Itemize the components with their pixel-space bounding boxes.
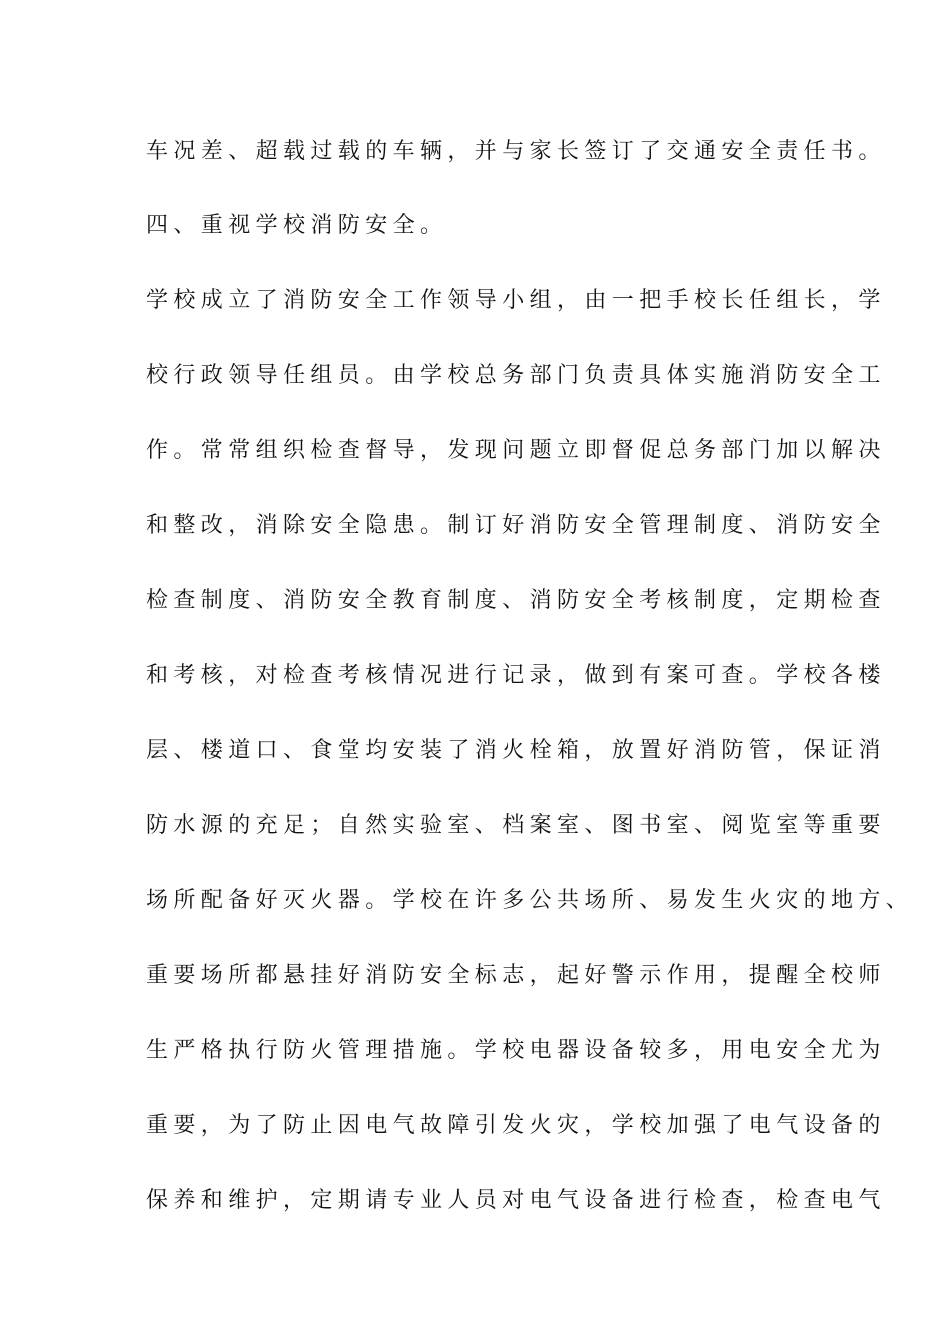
text-line-3: 学校成立了消防安全工作领导小组，由一把手校长任组长，学 [146, 288, 886, 313]
text-line-8: 和考核，对检查考核情况进行记录，做到有案可查。学校各楼 [146, 663, 886, 688]
text-line-9: 层、楼道口、食堂均安装了消火栓箱，放置好消防管，保证消 [146, 738, 886, 763]
text-line-15: 保养和维护，定期请专业人员对电气设备进行检查，检查电气 [146, 1188, 886, 1213]
text-line-4: 校行政领导任组员。由学校总务部门负责具体实施消防安全工 [146, 363, 886, 388]
text-line-5: 作。常常组织检查督导，发现问题立即督促总务部门加以解决 [146, 438, 886, 463]
text-line-12: 重要场所都悬挂好消防安全标志，起好警示作用，提醒全校师 [146, 963, 886, 988]
text-line-14: 重要，为了防止因电气故障引发火灾，学校加强了电气设备的 [146, 1113, 886, 1138]
text-line-1: 车况差、超载过载的车辆，并与家长签订了交通安全责任书。 [146, 139, 886, 164]
section-heading: 四、重视学校消防安全。 [146, 213, 448, 238]
text-line-7: 检查制度、消防安全教育制度、消防安全考核制度，定期检查 [146, 588, 886, 613]
text-line-10: 防水源的充足；自然实验室、档案室、图书室、阅览室等重要 [146, 813, 886, 838]
text-line-13: 生严格执行防火管理措施。学校电器设备较多，用电安全尤为 [146, 1038, 886, 1063]
text-line-6: 和整改，消除安全隐患。制订好消防安全管理制度、消防安全 [146, 513, 886, 538]
text-line-11: 场所配备好灭火器。学校在许多公共场所、易发生火灾的地方、 [146, 888, 914, 913]
